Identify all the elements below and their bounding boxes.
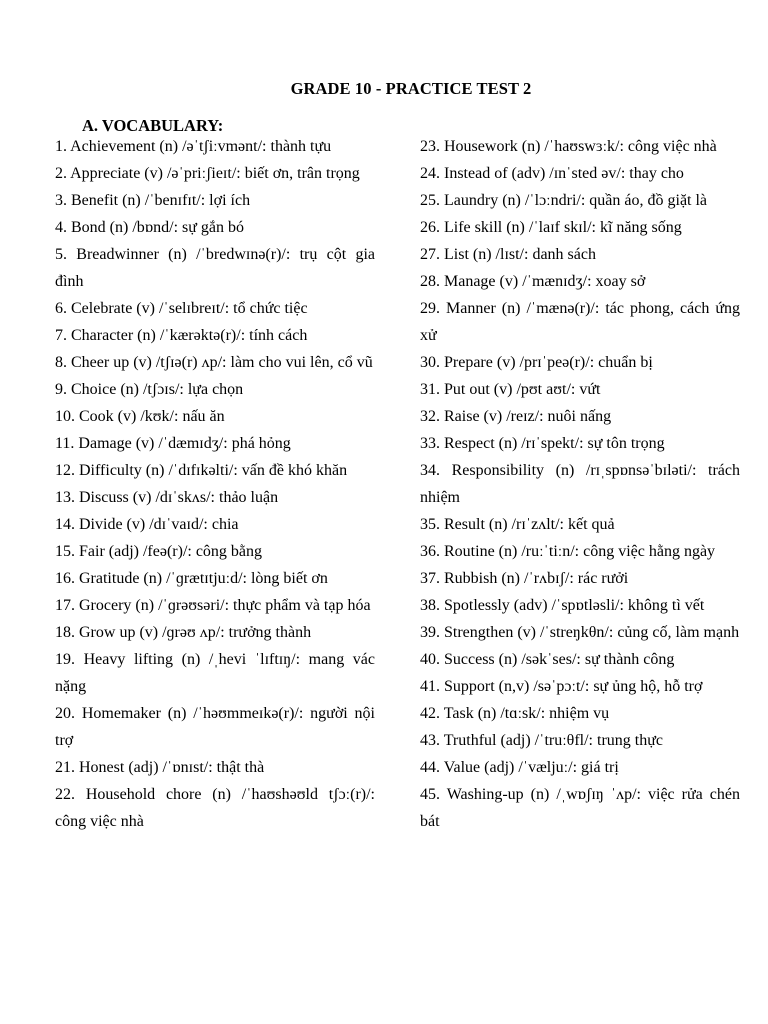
vocabulary-column-right <box>420 133 740 835</box>
vocab-entry: 35. Result (n) /rɪˈzʌlt/: kết quả <box>420 516 615 533</box>
vocab-entry: 25. Laundry (n) /ˈlɔːndri/: quần áo, đồ giặt là <box>420 192 708 209</box>
vocab-entry: 6. Celebrate (v) /ˈselɪbreɪt/: tổ chức tiệc <box>55 300 308 317</box>
vocab-entry: 19. Heavy lifting (n) /ˌhevi ˈlɪftɪŋ/: mang vác nặng <box>55 651 375 695</box>
vocab-entry: 45. Washing-up (n) /ˌwɒʃɪŋ ˈʌp/: việc rửa chén bát <box>420 786 740 830</box>
vocab-entry: 21. Honest (adj) /ˈɒnɪst/: thật thà <box>55 759 265 776</box>
vocab-entry: 36. Routine (n) /ruːˈtiːn/: công việc hằng ngày <box>420 543 716 560</box>
vocab-entry: 34. Responsibility (n) /rɪˌspɒnsəˈbɪləti/: trách nhiệm <box>420 462 740 506</box>
vocab-entry: 5. Breadwinner (n) /ˈbredwɪnə(r)/: trụ cột gia đình <box>55 246 375 290</box>
vocab-entry: 7. Character (n) /ˈkærəktə(r)/: tính cách <box>55 327 308 344</box>
vocab-entry: 15. Fair (adj) /feə(r)/: công bằng <box>55 543 263 560</box>
vocab-entry: 37. Rubbish (n) /ˈrʌbɪʃ/: rác rưởi <box>420 570 629 587</box>
vocab-entry: 28. Manage (v) /ˈmænɪdʒ/: xoay sở <box>420 273 646 290</box>
vocab-entry: 43. Truthful (adj) /ˈtruːθfl/: trung thực <box>420 732 663 749</box>
vocab-entry: 9. Choice (n) /tʃɔɪs/: lựa chọn <box>55 381 244 398</box>
vocab-entry: 39. Strengthen (v) /ˈstreŋkθn/: củng cố, làm mạnh <box>420 624 740 641</box>
vocab-entry: 11. Damage (v) /ˈdæmɪdʒ/: phá hỏng <box>55 435 291 452</box>
vocab-entry: 33. Respect (n) /rɪˈspekt/: sự tôn trọng <box>420 435 665 452</box>
vocab-entry: 4. Bond (n) /bɒnd/: sự gắn bó <box>55 219 245 236</box>
section-heading: A. VOCABULARY: <box>82 116 224 135</box>
vocab-entry: 41. Support (n,v) /səˈpɔːt/: sự ủng hộ, hỗ trợ <box>420 678 703 695</box>
vocab-entry: 44. Value (adj) /ˈvæljuː/: giá trị <box>420 759 619 776</box>
vocab-entry: 31. Put out (v) /pʊt aʊt/: vứt <box>420 381 601 398</box>
vocab-entry: 40. Success (n) /səkˈses/: sự thành công <box>420 651 675 668</box>
vocab-entry: 22. Household chore (n) /ˈhaʊshəʊld tʃɔː(r)/: công việc nhà <box>55 786 375 830</box>
vocab-entry: 2. Appreciate (v) /əˈpriːʃieɪt/: biết ơn, trân trọng <box>55 165 360 182</box>
vocab-entry: 29. Manner (n) /ˈmænə(r)/: tác phong, cách ứng xử <box>420 300 740 344</box>
vocab-entry: 38. Spotlessly (adv) /ˈspɒtləsli/: không tì vết <box>420 597 705 614</box>
vocab-entry: 10. Cook (v) /kʊk/: nấu ăn <box>55 408 225 425</box>
page-title: GRADE 10 - PRACTICE TEST 2 <box>290 79 532 98</box>
vocab-entry: 23. Housework (n) /ˈhaʊswɜːk/: công việc nhà <box>420 138 717 155</box>
vocab-entry: 13. Discuss (v) /dɪˈskʌs/: thảo luận <box>55 489 279 506</box>
vocab-entry: 14. Divide (v) /dɪˈvaɪd/: chia <box>55 516 239 533</box>
vocab-entry: 3. Benefit (n) /ˈbenɪfɪt/: lợi ích <box>55 192 251 209</box>
vocab-entry: 12. Difficulty (n) /ˈdɪfɪkəlti/: vấn đề khó khăn <box>55 462 348 479</box>
vocab-entry: 30. Prepare (v) /prɪˈpeə(r)/: chuẩn bị <box>420 354 653 371</box>
vocab-entry: 42. Task (n) /tɑːsk/: nhiệm vụ <box>420 705 610 722</box>
vocab-entry: 32. Raise (v) /reɪz/: nuôi nấng <box>420 408 612 425</box>
vocab-entry: 26. Life skill (n) /ˈlaɪf skɪl/: kĩ năng sống <box>420 219 682 236</box>
vocab-entry: 16. Gratitude (n) /ˈɡrætɪtjuːd/: lòng biết ơn <box>55 570 328 587</box>
vocab-entry: 1. Achievement (n) /əˈtʃiːvmənt/: thành tựu <box>55 138 332 155</box>
vocab-entry: 8. Cheer up (v) /tʃɪə(r) ʌp/: làm cho vui lên, cổ vũ <box>55 354 373 371</box>
vocab-entry: 20. Homemaker (n) /ˈhəʊmmeɪkə(r)/: người nội trợ <box>55 705 375 749</box>
vocab-entry: 17. Grocery (n) /ˈɡrəʊsəri/: thực phẩm và tạp hóa <box>55 597 371 614</box>
vocab-entry: 27. List (n) /lɪst/: danh sách <box>420 246 596 263</box>
vocab-entry: 18. Grow up (v) /ɡrəʊ ʌp/: trưởng thành <box>55 624 312 641</box>
vocab-entry: 24. Instead of (adv) /ɪnˈsted əv/: thay cho <box>420 165 684 182</box>
vocabulary-column-left <box>55 133 375 835</box>
